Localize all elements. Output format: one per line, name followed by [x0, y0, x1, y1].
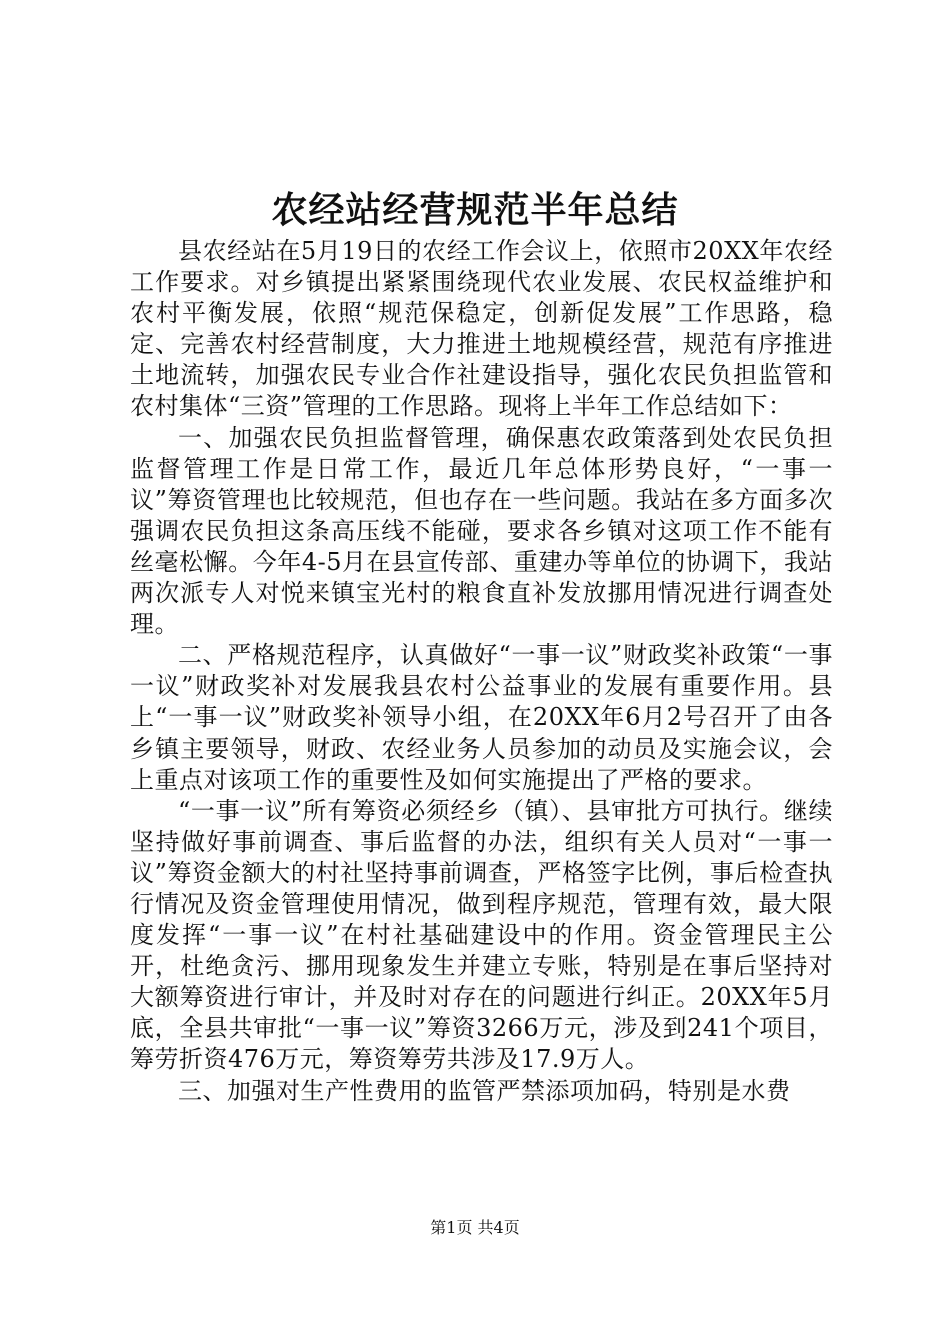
- document-body: [130, 236, 833, 1107]
- paragraph-section-3: 三、加强对生产性费用的监管严禁添项加码，特别是水费: [178, 1076, 791, 1105]
- paragraph-section-2-detail: “一事一议”所有筹资必须经乡（镇）、县审批方可执行。继续坚持做好事前调查、事后监督的办法，组织有关人员对“一事一议”筹资金额大的村社坚持事前调查，严格签字比例，事后检查执行情况及资金管理使用情况，做到程序规范，管理有效，最大限度发挥“一事一议”在村社基础建设中的作用。资金管理民主公开，杜绝贪污、挪用现象发生并建立专账，特别是在事后坚持对大额筹资进行审计，并及时对存在的问题进行纠正。20XX年5月底，全县共审批“一事一议”筹资3266万元，涉及到241个项目，筹劳折资476万元，筹资筹劳共涉及17.9万人。: [130, 796, 833, 1074]
- paragraph-section-2: 二、严格规范程序，认真做好“一事一议”财政奖补政策“一事一议”财政奖补对发展我县农村公益事业的发展有重要作用。县上“一事一议”财政奖补领导小组，在20XX年6月2号召开了由各乡镇主要领导，财政、农经业务人员参加的动员及实施会议，会上重点对该项工作的重要性及如何实施提出了严格的要求。: [130, 641, 833, 794]
- page-number-footer: 第1页 共4页: [430, 1218, 520, 1237]
- document-title: 农经站经营规范半年总结: [271, 189, 679, 231]
- paragraph-section-1: 一、加强农民负担监督管理，确保惠农政策落到处农民负担监督管理工作是日常工作，最近几年总体形势良好，“一事一议”筹资管理也比较规范，但也存在一些问题。我站在多方面多次强调农民负担这条高压线不能碰，要求各乡镇对这项工作不能有丝毫松懈。今年4-5月在县宣传部、重建办等单位的协调下，我站两次派专人对悦来镇宝光村的粮食直补发放挪用情况进行调查处理。: [130, 423, 833, 639]
- paragraph-intro: 县农经站在5月19日的农经工作会议上，依照市20XX年农经工作要求。对乡镇提出紧紧围绕现代农业发展、农民权益维护和农村平衡发展，依照“规范保稳定，创新促发展”工作思路，稳定、完善农村经营制度，大力推进土地规模经营，规范有序推进土地流转，加强农民专业合作社建设指导，强化农民负担监管和农村集体“三资”管理的工作思路。现将上半年工作总结如下：: [130, 237, 833, 421]
